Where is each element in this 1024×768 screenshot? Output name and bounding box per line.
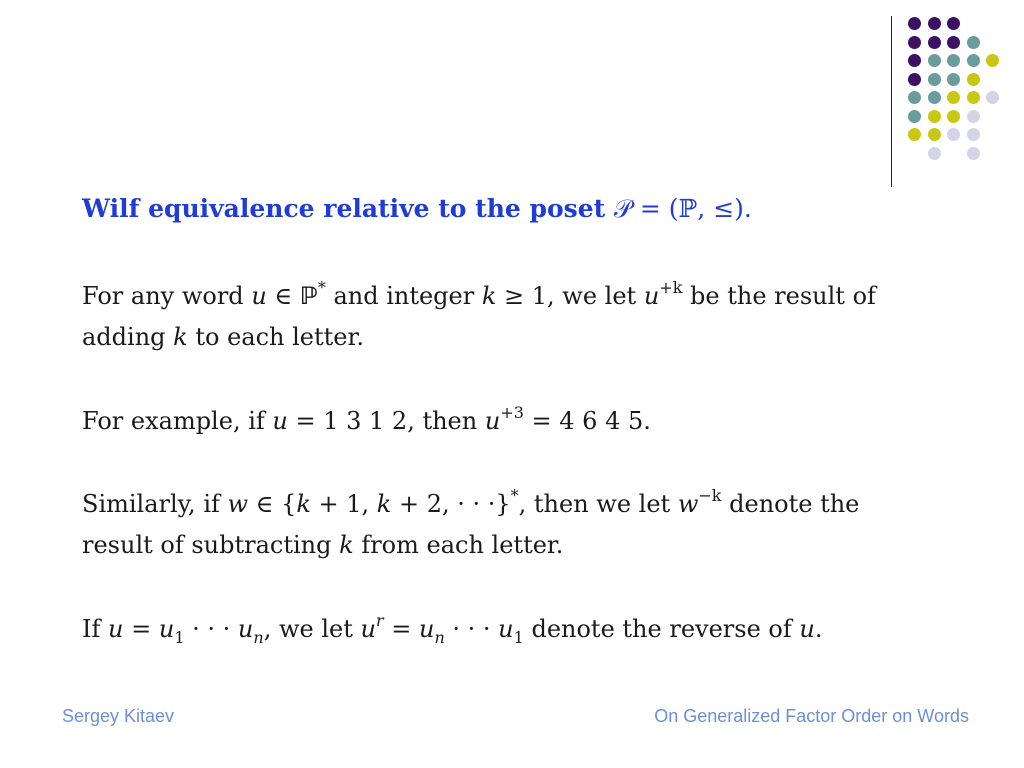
math-var: u (158, 615, 175, 643)
text: be the result of (682, 282, 876, 310)
math-var: u (418, 615, 435, 643)
decorative-dot (908, 36, 921, 49)
decorative-dot (947, 17, 960, 30)
text: ≥ 1, we let (496, 282, 644, 310)
decorative-dot (928, 17, 941, 30)
decorative-dot (928, 128, 941, 141)
text: = 4 6 4 5. (523, 407, 651, 435)
math-var: k (481, 282, 497, 310)
text: denote the reverse of (523, 615, 800, 643)
decorative-dot (986, 91, 999, 104)
decorative-dot (928, 73, 941, 86)
text: , then we let (518, 490, 678, 518)
decorative-dot (928, 147, 941, 160)
math-var: k (376, 490, 392, 518)
decorative-dot (908, 128, 921, 141)
math-var: k (339, 531, 354, 559)
math-var: u (484, 407, 501, 435)
math-var: k (173, 323, 188, 351)
decorative-divider-line (891, 16, 892, 187)
math-var: u (237, 615, 254, 643)
text: · · · (444, 615, 499, 643)
math-var: w (227, 490, 249, 518)
superscript: * (317, 278, 326, 297)
text: = 1 3 1 2, then (287, 407, 485, 435)
paragraph-subtraction (82, 484, 962, 566)
footer-talk-title: On Generalized Factor Order on Words (654, 706, 969, 726)
slide-title-math: 𝒫 = (ℙ, ≤). (613, 194, 752, 223)
decorative-dot (967, 36, 980, 49)
decorative-dot (967, 91, 980, 104)
text: denote the (721, 490, 860, 518)
superscript: +k (659, 278, 683, 297)
paragraph-example (82, 401, 962, 442)
superscript: −k (698, 486, 722, 505)
math-var: u (643, 282, 660, 310)
decorative-dot (908, 17, 921, 30)
math-var: u (360, 615, 376, 643)
footer-author: Sergey Kitaev (62, 706, 175, 726)
text: · · · (184, 615, 238, 643)
math-symbol: ℙ (299, 282, 318, 310)
decorative-dot (928, 110, 941, 123)
slide-title-text: Wilf equivalence relative to the poset (82, 194, 614, 223)
decorative-dot (908, 91, 921, 104)
text: = (123, 615, 159, 643)
decorative-dot (947, 91, 960, 104)
decorative-dot (908, 110, 921, 123)
text: adding (82, 323, 174, 351)
paragraph-line (82, 317, 962, 358)
superscript: * (510, 486, 519, 505)
text: and integer (325, 282, 482, 310)
decorative-dot (967, 54, 980, 67)
math-var: u (251, 282, 267, 310)
paragraph-word-shift (82, 276, 962, 358)
text: from each letter. (353, 531, 564, 559)
subscript: n (434, 627, 445, 647)
decorative-dot (908, 54, 921, 67)
decorative-dot (967, 110, 980, 123)
decorative-dot (947, 36, 960, 49)
math-var: k (296, 490, 311, 518)
text: to each letter. (187, 323, 364, 351)
decorative-dot (928, 36, 941, 49)
text: Similarly, if (82, 490, 228, 518)
math-var: w (677, 490, 699, 518)
decorative-dot (967, 147, 980, 160)
decorative-dot (928, 54, 941, 67)
decorative-dot (947, 73, 960, 86)
decorative-dot (908, 73, 921, 86)
superscript: +3 (500, 403, 524, 422)
paragraph-line (82, 525, 962, 566)
superscript: r (375, 611, 384, 630)
text: . (814, 615, 823, 643)
text: + 2, · · ·} (391, 490, 511, 518)
decorative-dot (947, 54, 960, 67)
text: = (383, 615, 419, 643)
paragraph-line (82, 484, 962, 525)
subscript: 1 (513, 627, 524, 647)
math-var: u (498, 615, 514, 643)
math-var: u (108, 615, 124, 643)
paragraph-reverse (82, 609, 962, 650)
text: If (82, 615, 108, 643)
text: For any word (82, 282, 252, 310)
decorative-dot (986, 54, 999, 67)
math-var: u (272, 407, 288, 435)
text: For example, if (82, 407, 273, 435)
slide-title (82, 194, 752, 224)
paragraph-line (82, 276, 962, 317)
text: ∈ (266, 282, 300, 310)
text: ∈ { (248, 490, 297, 518)
text: result of subtracting (82, 531, 340, 559)
subscript: 1 (174, 627, 185, 647)
decorative-dot (967, 73, 980, 86)
subscript: n (253, 627, 264, 647)
decorative-dot-grid (905, 10, 1015, 170)
decorative-dot (928, 91, 941, 104)
text: , we let (263, 615, 361, 643)
decorative-dot (947, 110, 960, 123)
paragraph-line (82, 401, 962, 442)
decorative-dot (947, 128, 960, 141)
paragraph-line (82, 609, 962, 650)
text: + 1, (310, 490, 377, 518)
math-var: u (799, 615, 815, 643)
decorative-dot (967, 128, 980, 141)
